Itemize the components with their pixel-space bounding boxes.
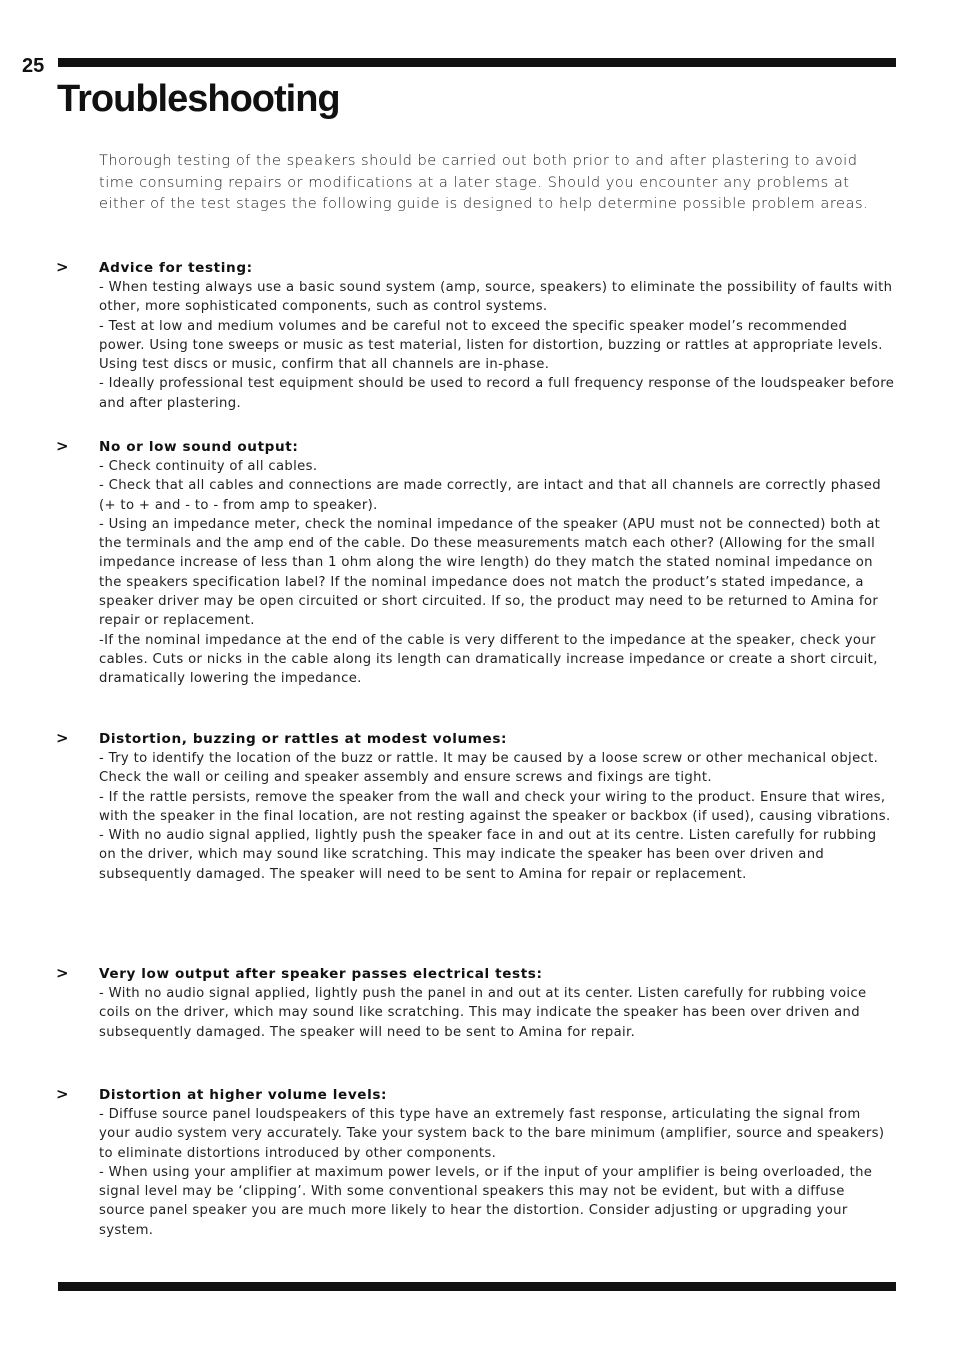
intro-paragraph: Thorough testing of the speakers should be carried out both prior to and after plastering to avoid time consuming repairs or modifications at a later stage. Should you encounter any problems at either of the test stages the following guide is designed to help determine possible problem areas.	[99, 152, 869, 212]
page-title: Troubleshooting	[57, 78, 340, 120]
page-number: 25	[22, 55, 45, 77]
paragraph: -If the nominal impedance at the end of the cable is very different to the impedance at the speaker, check your cables. Cuts or nicks in the cable along its length can dramatically increase impedance or create a short circuit, dramatically lowering the impedance.	[99, 632, 878, 687]
section-heading: Distortion at higher volume levels:	[99, 1087, 388, 1103]
paragraph: - With no audio signal applied, lightly push the speaker face in and out at its centre. Listen carefully for rubbing on the driver, which may sound like scratching. This may indicate the speaker has been over driven and subsequently damaged. The speaker will need to be sent to Amina for repair or replacement.	[99, 828, 877, 882]
paragraph: - With no audio signal applied, lightly push the panel in and out at its center. Listen carefully for rubbing voice coils on the driver, which may sound like scratching. This may indicate the speaker has been over driven and subsequently damaged. The speaker will need to be sent to Amina for repair.	[99, 986, 867, 1040]
section-heading: No or low sound output:	[99, 439, 299, 455]
section-heading: Advice for testing:	[99, 260, 253, 276]
bottom-divider	[58, 1282, 896, 1291]
chevron-right-icon: >	[56, 1085, 69, 1103]
paragraph: - When using your amplifier at maximum power levels, or if the input of your amplifier is being overloaded, the signal level may be ‘clipping’. With some conventional speakers this may not be evident, but with a diffuse source panel speaker you are much more likely to hear the distortion. Consider adjusting or upgrading your system.	[99, 1164, 873, 1238]
section-body	[99, 457, 895, 689]
top-divider	[58, 58, 896, 67]
paragraph: - Check that all cables and connections are made correctly, are intact and that all channels are correctly phased (+ to + and - to - from amp to speaker).	[99, 478, 881, 513]
paragraph: - If the rattle persists, remove the speaker from the wall and check your wiring to the product. Ensure that wires, with the speaker in the final location, are not resting against the speaker or backbox (if used), causing vibrations.	[99, 789, 891, 824]
section-body	[99, 749, 895, 884]
paragraph: - Diffuse source panel loudspeakers of this type have an extremely fast response, articulating the signal from your audio system very accurately. Take your system back to the bare minimum (amplifier, source and speakers) to eliminate distortions introduced by other components.	[99, 1107, 885, 1161]
section-heading: Distortion, buzzing or rattles at modest volumes:	[99, 731, 508, 747]
paragraph: - Ideally professional test equipment should be used to record a full frequency response of the loudspeaker before and after plastering.	[99, 376, 895, 411]
section-heading: Very low output after speaker passes electrical tests:	[99, 966, 543, 982]
paragraph: - Test at low and medium volumes and be careful not to exceed the specific speaker model’s recommended power. Using tone sweeps or music as test material, listen for distortion, buzzing or rattles at appropriate levels. Using test discs or music, confirm that all channels are in-phase.	[99, 318, 883, 373]
chevron-right-icon: >	[56, 258, 69, 276]
chevron-right-icon: >	[56, 964, 69, 982]
paragraph: - Using an impedance meter, check the nominal impedance of the speaker (APU must not be connected) both at the terminals and the amp end of the cable. Do these measurements match each other? (Allowing for the small impedance increase of less than 1 ohm along the wire length) do they match the stated nominal impedance on the speakers specification label? If the nominal impedance does not match the product’s stated impedance, a speaker driver may be open circuited or short circuited. If so, the product may need to be returned to Amina for repair or replacement.	[99, 516, 881, 629]
section-body	[99, 278, 895, 413]
chevron-right-icon: >	[56, 729, 69, 747]
chevron-right-icon: >	[56, 437, 69, 455]
section-body	[99, 984, 895, 1042]
paragraph: - Check continuity of all cables.	[99, 459, 318, 474]
paragraph: - When testing always use a basic sound system (amp, source, speakers) to eliminate the possibility of faults with other, more sophisticated components, such as control systems.	[99, 280, 893, 315]
section-body	[99, 1105, 895, 1240]
paragraph: - Try to identify the location of the buzz or rattle. It may be caused by a loose screw or other mechanical object. Check the wall or ceiling and speaker assembly and ensure screws and fixings are tight.	[99, 751, 879, 786]
